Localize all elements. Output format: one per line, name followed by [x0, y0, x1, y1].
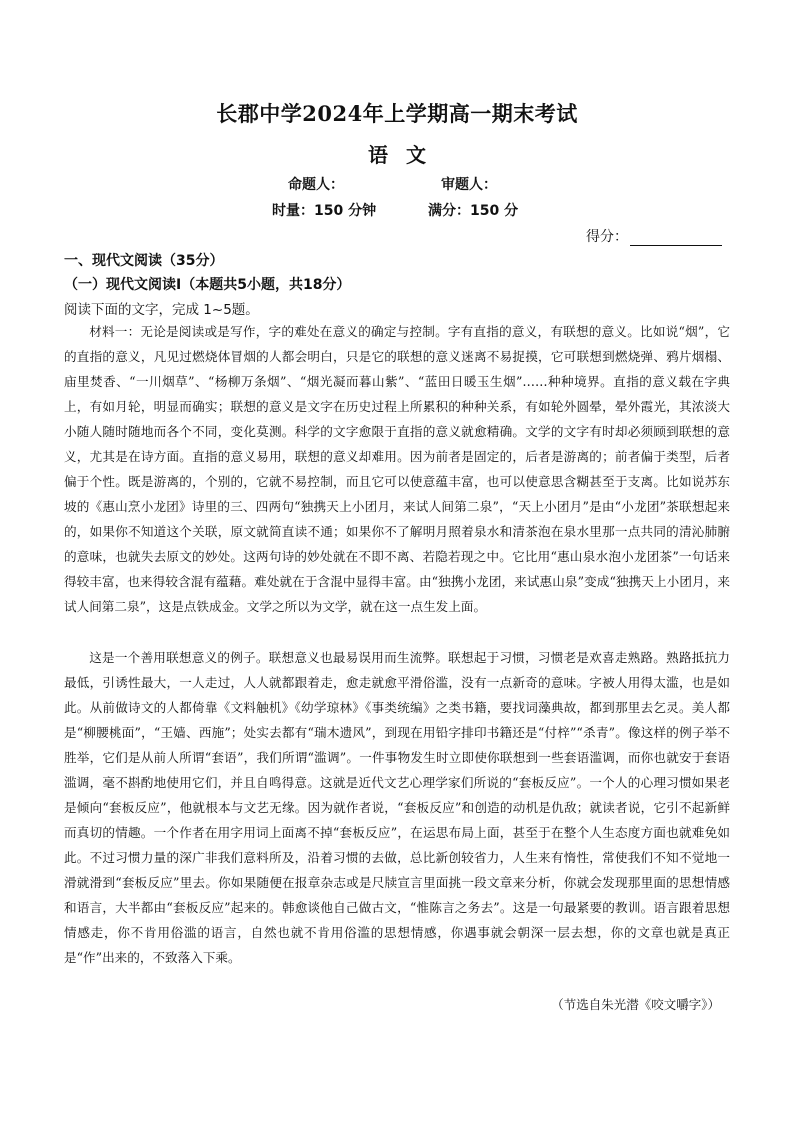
score-field — [586, 226, 722, 246]
reading-instruction: 阅读下面的文字，完成 1~5题。 — [64, 302, 259, 318]
full-marks: 满分：150 分 — [428, 203, 519, 219]
score-label: 得分： — [586, 229, 628, 245]
subject-title: 语文 — [368, 143, 444, 167]
time-limit: 时量：150 分钟 — [272, 203, 377, 219]
setter-label: 命题人： — [288, 177, 344, 193]
subsection-heading: （一）现代文阅读Ⅰ（本题共5小题，共18分） — [64, 277, 351, 293]
passage-paragraph: 材料一：无论是阅读或是写作，字的难处在意义的确定与控制。字有直指的意义，有联想的意义。比如说“烟”，它的直指的意义，凡见过燃烧体冒烟的人都会明白，只是它的联想的意义迷离不易捉摸，它可联想到燃烧弹、鸦片烟榻、庙里焚香、“一川烟草”、“杨柳万条烟”、“烟光凝而暮山紫”、“蓝田日暖玉生烟”……种种境界。直指的意义载在字典上，有如月轮，明显而确实；联想的意义是文字在历史过程上所累积的种种关系，有如轮外圆晕，晕外霞光，其浓淡大小随人随时随地而各个不同，变化莫测。科学的文字愈限于直指的意义就愈精确。文学的文字有时却必须顾到联想的意义，尤其是在诗方面。直指的意义易用，联想的意义却难用。因为前者是固定的，后者是游离的；前者偏于类型，后者偏于个性。既是游离的，个别的，它就不易控制，而且它可以使意蕴丰富，也可以使意思含糊甚至于支离。比如说苏东坡的《惠山烹小龙团》诗里的三、四两句“独携天上小团月，来试人间第二泉”，“天上小团月”是由“小龙团”茶联想起来的，如果你不知道这个关联，原文就简直读不通；如果你不了解明月照着泉水和清茶泡在泉水里那一点共同的清沁肺腑的意味，也就失去原文的妙处。这两句诗的妙处就在不即不离、若隐若现之中。它比用“惠山泉水泡小龙团茶”一句话来得较丰富，也来得较含混有蕴藉。难处就在于含混中显得丰富。由“独携小龙团，来试惠山泉”变成“独携天上小团月，来试人间第二泉”，这是点铁成金。文学之所以为文学，就在这一点生发上面。 — [64, 324, 730, 614]
passage-paragraph: 这是一个善用联想意义的例子。联想意义也最易误用而生流弊。联想起于习惯，习惯老是欢喜走熟路。熟路抵抗力最低，引诱性最大，一人走过，人人就都跟着走，愈走就愈平滑俗滥，没有一点新奇的意味。字被人用得太滥，也是如此。从前做诗文的人都倚靠《文料触机》《幼学琼林》《事类统编》之类书籍，要找词藻典故，都到那里去乞灵。美人都是“柳腰桃面”，“王嫱、西施”；处实去都有“瑞木遗风”，到现在用铅字排印书籍还是“付梓”“杀青”。像这样的例子举不胜举，它们是从前人所谓“套语”，我们所谓“滥调”。一件事物发生时立即使你联想到一些套语滥调，而你也就安于套语滥调，毫不斟酌地使用它们，并且自鸣得意。这就是近代文艺心理学家们所说的“套板反应”。一个人的心理习惯如果老是倾向“套板反应”，他就根本与文艺无缘。因为就作者说，“套板反应”和创造的动机是仇敌；就读者说，它引不起新鲜而真切的情趣。一个作者在用字用词上面离不掉“套板反应”，在运思布局上面，甚至于在整个人生态度方面也就难免如此。不过习惯力量的深广非我们意料所及，沿着习惯的去做，总比新创较省力，人生来有惰性，常使我们不知不觉地一滑就滑到“套板反应”里去。你如果随便在报章杂志或是尺牍宣言里面挑一段文章来分析，你就会发现那里面的思想情感和语言，大半都由“套板反应”起来的。韩愈谈他自己做古文，“惟陈言之务去”。这是一句最紧要的教训。语言跟着思想情感走，你不肯用俗滥的语言，自然也就不肯用俗滥的思想情感，你遇事就会朝深一层去想，你的文章也就是真正是“作”出来的，不致落入下乘。 — [64, 650, 730, 965]
passage-source: （节选自朱光潜《咬文嚼字》） — [551, 997, 720, 1012]
exam-title: 长郡中学2024年上学期高一期末考试 — [216, 101, 578, 126]
section-heading: 一、现代文阅读（35分） — [64, 253, 224, 269]
score-blank-line — [630, 231, 722, 246]
reviewer-label: 审题人： — [441, 177, 497, 193]
